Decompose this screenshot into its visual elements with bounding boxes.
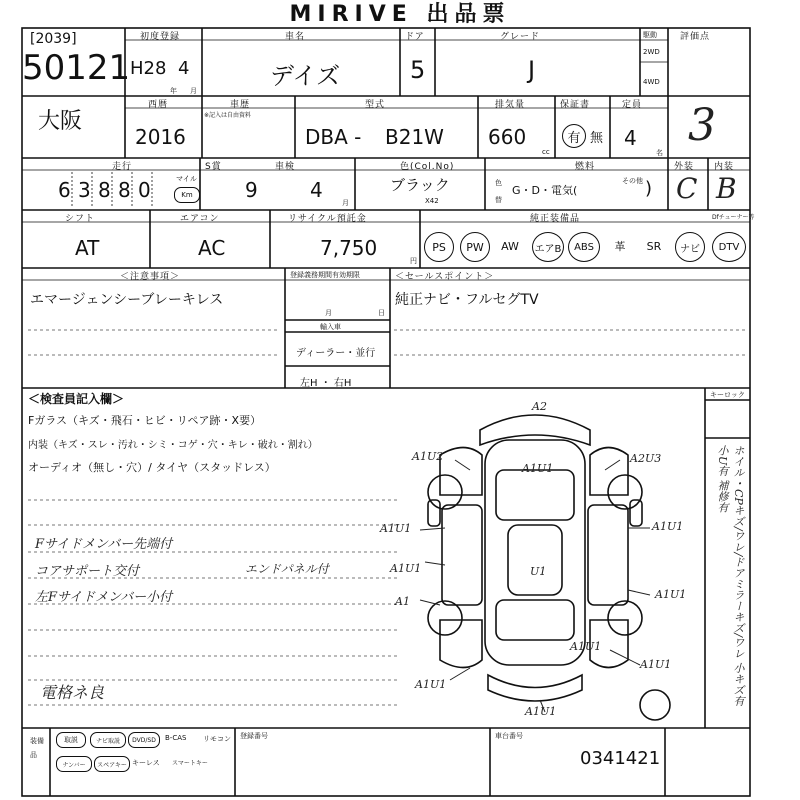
tuner-label: Dfチューナー等 xyxy=(712,214,755,221)
type-label: 型式 xyxy=(365,100,386,110)
damage-mark: A2 xyxy=(532,400,547,413)
exterior-label: 外装 xyxy=(674,162,695,172)
displacement-label: 排気量 xyxy=(495,100,526,110)
western-label: 西暦 xyxy=(148,100,169,110)
import-label: 輸入車 xyxy=(320,323,341,331)
inspector-line2: 内装（キズ・スレ・汚れ・シミ・コゲ・穴・キレ・破れ・割れ） xyxy=(28,440,318,451)
month-unit: 月 xyxy=(190,87,197,95)
mileage-digit: 0 xyxy=(138,178,151,202)
damage-mark: A1U1 xyxy=(652,520,684,533)
drive-2wd: 2WD xyxy=(643,48,660,56)
mileage-digit: 8 xyxy=(118,178,131,202)
accessory-manual: 取説 xyxy=(56,732,86,748)
lot-bracket: [2039] xyxy=(30,31,77,47)
damage-mark: A1U1 xyxy=(655,588,687,601)
accessory-number: ナンバー xyxy=(56,756,92,772)
equipment-leather: 革 xyxy=(614,240,626,253)
equipment-airbag: エアB xyxy=(532,232,564,262)
interior-label: 内装 xyxy=(714,162,735,172)
damage-mark: A1 xyxy=(395,595,410,608)
accessory-navi-manual: ナビ取説 xyxy=(90,732,126,748)
region: 大阪 xyxy=(38,109,83,134)
equipment-pw: PW xyxy=(460,232,490,262)
chassis-label: 車台番号 xyxy=(495,732,523,740)
keylock-label: キーロック xyxy=(710,391,745,399)
sales-point-line1: 純正ナビ・フルセグTV xyxy=(395,292,539,308)
aircon: AC xyxy=(198,236,226,260)
history-label: 車歴 xyxy=(230,100,251,110)
warranty-label: 保証書 xyxy=(560,100,591,110)
form-title: MIRIVE 出品票 xyxy=(289,1,511,24)
accessory-bcas: B-CAS xyxy=(165,734,187,742)
fuel-close: ) xyxy=(645,178,653,199)
doors: 5 xyxy=(410,56,426,84)
reg-valid-label: 登録義務期間有効期限 xyxy=(290,271,360,279)
door-label: ドア xyxy=(405,32,425,42)
era: H28 xyxy=(130,58,167,79)
inspector-hand1: Fサイドメンバー先端付 xyxy=(35,537,173,552)
color-change-label2: 替 xyxy=(495,196,502,204)
equipment-navi: ナビ xyxy=(675,232,705,262)
aircon-label: エアコン xyxy=(180,214,220,224)
displacement: 660 xyxy=(488,125,527,149)
color-code: X42 xyxy=(425,197,439,205)
reg-valid-month: 月 xyxy=(325,309,332,317)
year-unit: 年 xyxy=(170,87,177,95)
inspector-hand3: 左Fサイドメンバー小付 xyxy=(35,590,173,605)
notes-line1: エマージェンシーブレーキレス xyxy=(30,292,224,308)
inspector-hand2: コアサポート交付 xyxy=(35,564,140,579)
recycle-fee: 7,750 xyxy=(320,236,378,260)
damage-mark: A1U1 xyxy=(415,678,447,691)
type-code: B21W xyxy=(385,125,444,149)
chassis-number: 0341421 xyxy=(580,748,661,769)
mileage-label: 走行 xyxy=(112,162,133,172)
mileage-digit: 3 xyxy=(78,178,91,202)
inspection-month: 4 xyxy=(310,178,323,202)
capacity: 4 xyxy=(624,126,637,150)
inspection-label: 車検 xyxy=(275,162,296,172)
fuel-options: G・D・電気( xyxy=(512,184,578,197)
grade: J xyxy=(528,56,536,84)
fuel-other: その他 xyxy=(622,177,643,185)
damage-mark: A1U1 xyxy=(570,640,602,653)
damage-mark: A1U2 xyxy=(412,450,444,463)
equipment-abs: ABS xyxy=(568,232,600,262)
equipment-sr: SR xyxy=(646,239,662,253)
equipment-label: 純正装備品 xyxy=(530,214,581,224)
dealer-parallel: ディーラー・並行 xyxy=(296,348,376,359)
history-note: ※記入は自由資料 xyxy=(204,112,252,119)
accessories-label: 装備品 xyxy=(30,737,44,759)
accessory-keyless: キーレス xyxy=(132,759,160,767)
shift: AT xyxy=(75,236,100,260)
inspection-month-unit: 月 xyxy=(342,199,349,207)
mileage-digit: 8 xyxy=(98,178,111,202)
damage-mark: A1U1 xyxy=(380,522,412,535)
damage-mark: A1U1 xyxy=(525,705,557,718)
color-change-label: 色 xyxy=(495,179,502,187)
grade-label: グレード xyxy=(500,32,541,42)
model-year: 2016 xyxy=(135,125,186,149)
inspector-line1: Fガラス（キズ・飛石・ヒビ・リペア跡・X要） xyxy=(28,414,262,427)
drive-4wd: 4WD xyxy=(643,78,660,86)
accessory-smart-key: スマートキー xyxy=(172,760,208,767)
yen-unit: 円 xyxy=(410,257,417,265)
accessory-dvd: DVD/SD xyxy=(128,732,160,748)
accessory-remote: リモコン xyxy=(203,735,231,743)
equipment-dtv: DTV xyxy=(712,232,746,262)
accessory-spare-key: スペアキー xyxy=(94,756,130,772)
warranty-no: 無 xyxy=(590,131,604,146)
damage-mark: U1 xyxy=(530,565,547,578)
recycle-label: リサイクル預託金 xyxy=(288,214,367,224)
eval-label: 評価点 xyxy=(680,32,711,42)
cc-unit: cc xyxy=(542,148,550,156)
reg-valid-day: 日 xyxy=(378,309,385,317)
inspector-hand5: 電格ネ良 xyxy=(40,683,105,702)
drive-label: 駆動 xyxy=(643,31,657,39)
color-label: 色(Col.No) xyxy=(400,162,455,172)
warranty-yes: 有 xyxy=(562,124,586,148)
damage-mark: A1U1 xyxy=(390,562,422,575)
reg-no-label: 登録番号 xyxy=(240,732,268,740)
reg-month: 4 xyxy=(178,58,190,79)
exterior-grade: C xyxy=(676,172,698,205)
damage-mark: A2U3 xyxy=(630,452,662,465)
inspection-year: 9 xyxy=(245,178,258,202)
damage-mark: A1U1 xyxy=(522,462,554,475)
inspector-line3: オーディオ（無し・穴）/ タイヤ（スタッドレス） xyxy=(28,461,276,474)
model-label: 車名 xyxy=(285,32,306,42)
shift-label: シフト xyxy=(65,214,96,224)
capacity-unit: 名 xyxy=(656,149,663,157)
inspector-side-text: ホイル・CPキズ/ワレ/ドアミラーキズ/ワレ 小キズ有 小U有 補修有 xyxy=(716,445,745,707)
lot-number: 50121 xyxy=(22,48,131,88)
smeter-label: S賞 xyxy=(205,162,222,172)
equipment-aw: AW xyxy=(501,239,519,253)
km-unit: Km xyxy=(174,187,200,203)
first-reg-label: 初度登録 xyxy=(140,32,181,42)
mile-unit: マイル xyxy=(176,175,197,183)
capacity-label: 定員 xyxy=(622,100,643,110)
notes-label: ＜注意事項＞ xyxy=(120,272,181,282)
inspector-hand4: エンドパネル付 xyxy=(245,562,329,576)
fuel-label: 燃料 xyxy=(575,162,596,172)
left-right-handle: 左H ・ 右H xyxy=(300,378,352,389)
interior-grade: B xyxy=(716,172,737,205)
eval-score: 3 xyxy=(688,100,716,151)
inspector-label: ＜検査員記入欄＞ xyxy=(28,392,125,406)
mileage-digit: 6 xyxy=(58,178,71,202)
color-name: ブラック xyxy=(390,176,450,194)
type-prefix: DBA - xyxy=(305,125,362,149)
sales-point-label: ＜セールスポイント＞ xyxy=(395,272,495,282)
equipment-ps: PS xyxy=(424,232,454,262)
model-name: デイズ xyxy=(270,62,341,90)
damage-mark: A1U1 xyxy=(640,658,672,671)
